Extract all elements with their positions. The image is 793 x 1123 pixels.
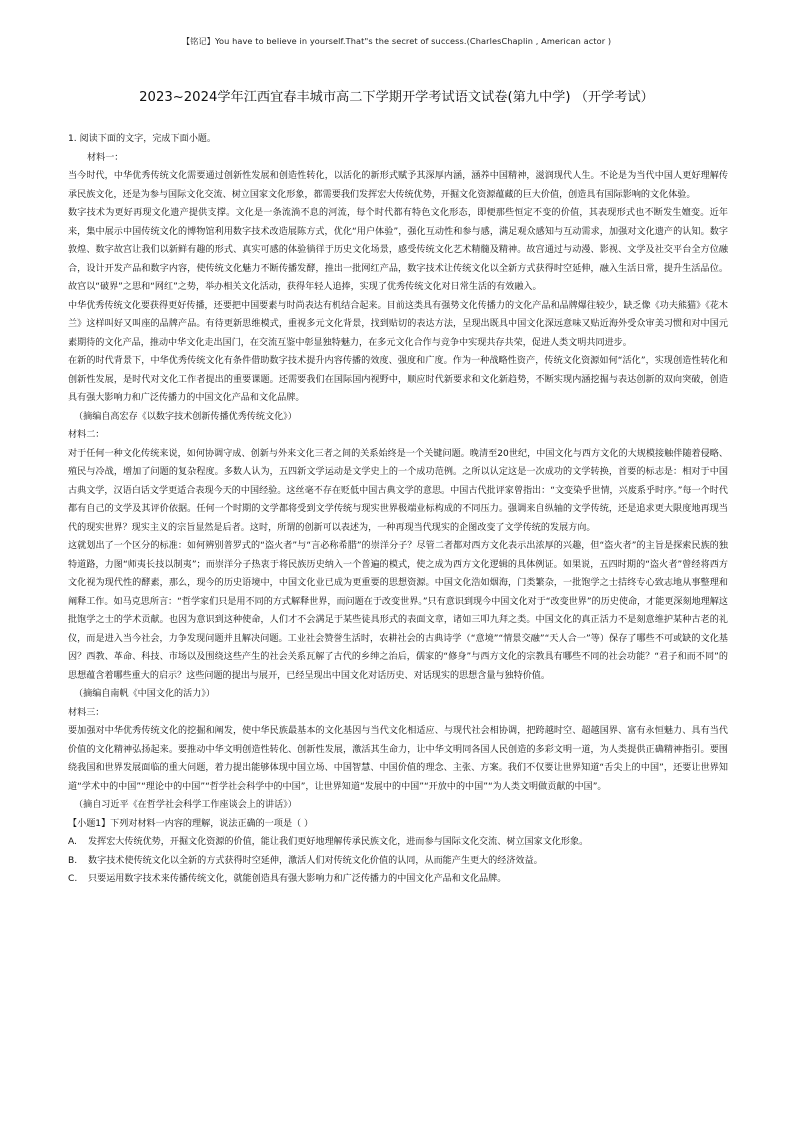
material3-paragraph: 要加强对中华优秀传统文化的挖掘和阐发，使中华民族最基本的文化基因与当代文化相适应、与现代社会相协调，把跨越时空、超越国界、富有永恒魅力、具有当代价值的文化精神弘扬起来。要推动中华文明创造性转化、创新性发展，激活其生命力，让中华文明同各国人民创造的多彩文明一道，为人类提供正确精神指引。要围绕我国和世界发展面临的重大问题，着力提出能够体现中国立场、中国智慧、中国价值的理念、主张、方案。我们不仅要让世界知道“舌尖上的中国”，还要让世界知道“学术中的中国”“理论中的中国”“哲学社会科学中的中国”，让世界知道“发展中的中国”“开放中的中国”“为人类文明做贡献的中国”。 [68, 726, 728, 792]
option-letter: B. [68, 855, 78, 866]
motto-line: 【铭记】You have to believe in yourself.That"s the secret of success.(CharlesChaplin , American actor ) [181, 36, 612, 46]
sub-question-1: 【小题1】下列对材料一内容的理解，说法正确的一项是（ ） [68, 818, 314, 829]
material3-citation: （摘自习近平《在哲学社会科学工作座谈会上的讲话》） [74, 800, 297, 810]
material2-paragraph: 这就划出了一个区分的标准：如何辨别普罗式的“盗火者”与“言必称希腊”的崇洋分子？尽管二者都对西方文化表示出浓厚的兴趣，但“盗火者”的主旨是探索民族的独特道路，力图“师夷长技以制夷”；而崇洋分子热衷于将民族历史纳入一个普遍的模式，使之成为西方文化逻辑的具体例证。如果说，五四时期的“盗火者”曾经将西方文化视为现代性的酵素，那么，现今的历史语境中，中国文化业已成为更重要的思想资源。中国文化浩如烟海，门类繁杂，一批饱学之士拮终专心致志地从事整理和阐释工作。如马克思所言：“哲学家们只是用不同的方式解释世界，而问题在于改变世界。”只有意识到现今中国文化对于“改变世界”的历史使命，才能更深刻地理解这批饱学之士的学术贡献。也因为意识到这种使命，人们才不会满足于某些徒具形式的表面文章，诸如三叩九拜之类。中国文化的真正活力不是刻意维护某种古老的礼仪，而是进入当今社会，力争发现问题并且解决问题。工业社会赞誉生活时，农耕社会的古典诗学（“意境”“情景交融”“天人合一”等）保存了哪些不可或缺的文化基因？西教、革命、科技、市场以及围绕这些产生的社会关系瓦解了古代的乡绅之治后，儒家的“修身”与西方文化的宗教具有哪些不同的社会功能？“君子和而不同”的思想蕴含着哪些重大的启示？这些问题的提出与展开，已经呈现出中国文化对话历史、对话现实的思想含量与独特价值。 [68, 541, 728, 681]
option-letter: A. [68, 837, 77, 847]
material1-paragraph: 数字技术为更好再现文化遗产提供支撑。文化是一条流淌不息的河流，每个时代都有特色文化形态，即便那些恒定不变的价值，其表现形式也不断发生嬗变。近年来，集中展示中国传统文化的博物馆利用数字技术改造展陈方式，优化“用户体验”，强化互动性和参与感，满足观众感知与互动需求，加强对文化遗产的认知。数字敦煌、数字故宫让我们以新鲜有趣的形式、真实可感的体验徜徉于历史文化场景，感受传统文化艺术精髓及精神。故宫通过与动漫、影视、文学及社交平台全方位融合，设计开发产品和数字内容，使传统文化魅力不断传播发酵，推出一批网红产品，数字技术让传统文化以全新方式获得时空延伸，融入生活日常，提升生活品位。故宫以“破界”之思和“网红”之势，举办相关文化活动，获得年轻人追捧，实现了优秀传统文化对日常生活的有效融入。 [68, 208, 728, 292]
option-text: 数字技术使传统文化以全新的方式获得时空延伸，激活人们对传统文化价值的认同，从而能产生更大的经济效益。 [88, 855, 543, 866]
material2-citation: （摘编自南帆《中国文化的活力》） [74, 689, 215, 699]
question-body [68, 130, 728, 889]
material2-paragraph: 对于任何一种文化传统来说，如何协调守成、创新与外来文化三者之间的关系始终是一个关键问题。晚清至20世纪，中国文化与西方文化的大规模接触伴随着侵略、殖民与冷战，增加了问题的复杂程度。多数人认为，五四新文学运动是文学史上的一个成功范例。之所以认定这是一次成功的文学转换，首要的标志是：相对于中国古典文学，汉语白话文学更适合表现今天的中国经验。这丝毫不存在贬低中国古典文学的意思。中国古代批评家曾指出：“文变染乎世情，兴废系乎时序。”每一个时代都有自己的文学及其评价依据。任何一个时期的文学都将受到文学传统与现实世界极端业标构成的不同压力。强调来自纵轴的文学传统，还是追求更大限度地再现当代的现实世界？现实主义的宗旨显然是后者。这时，所谓的创新可以表述为，一种再现当代现实的企图改变了文学传统的发展方向。 [68, 448, 728, 533]
material1-paragraph: 当今时代，中华优秀传统文化需要通过创新性发展和创造性转化，以活化的新形式赋予其深厚内涵，涵养中国精神，滋润现代人生。不论是为当代中国人更好理解传承民族文化，还是为参与国际文化交流、树立国家文化形象，都需要我们发挥宏大传统优势，开掘文化资源蕴藏的巨大价值，创造具有国际影响的文化体验。 [68, 171, 728, 200]
option-letter: C. [68, 874, 78, 884]
option-text: 发挥宏大传统优势，开掘文化资源的价值，能让我们更好地理解传承民族文化，进而参与国际文化交流、树立国家文化形象。 [88, 837, 589, 847]
answer-option-a[interactable] [68, 833, 728, 852]
material1-paragraph: 在新的时代背景下，中华优秀传统文化有条件借助数字技术提升内容传播的效度、强度和广度。作为一种战略性资产，传统文化资源如何“活化”，实现创造性转化和创新性发展，是时代对文化工作者提出的重要课题。还需要我们在国际国内视野中，顺应时代新要求和文化新趋势，不断实现内涵挖掘与表达创新的双向突破，创造具有强大影响力和广泛传播力的中国文化产品和文化品牌。 [68, 356, 728, 403]
answer-option-c[interactable] [68, 870, 728, 889]
answer-option-b[interactable] [68, 852, 728, 871]
material1-paragraph: 中华优秀传统文化要获得更好传播，还要把中国要素与时尚表达有机结合起来。目前这类具有强势文化传播力的文化产品和品牌爆往较少，缺乏像《功夫熊猫》《花木兰》这样叫好又叫座的品牌产品。有待更新思维模式，重视多元文化背景，找到贴切的表达方法，呈现出既具中国文化深远意味又贴近海外受众审美习惯和对中国元素期待的文化产品，推动中华文化走出国门，在交流互鉴中彰显独特魅力，在多元文化合作与竞争中实现共存共荣，促进人类文明共同进步。 [68, 300, 728, 348]
option-text: 只要运用数字技术来传播传统文化，就能创造具有强大影响力和广泛传播力的中国文化产品和文化品牌。 [88, 874, 507, 884]
material1-citation: （摘编自高宏存《以数字技术创新传播优秀传统文化》） [74, 411, 297, 422]
material1-label: 材料一： [87, 152, 124, 163]
question-prompt: 1. 阅读下面的文字，完成下面小题。 [68, 134, 216, 144]
exam-title: 2023~2024学年江西宜春丰城市高二下学期开学考试语文试卷(第九中学) （开学考试） [139, 90, 654, 105]
material3-label: 材料三： [68, 707, 105, 718]
material2-label: 材料二： [68, 430, 105, 440]
